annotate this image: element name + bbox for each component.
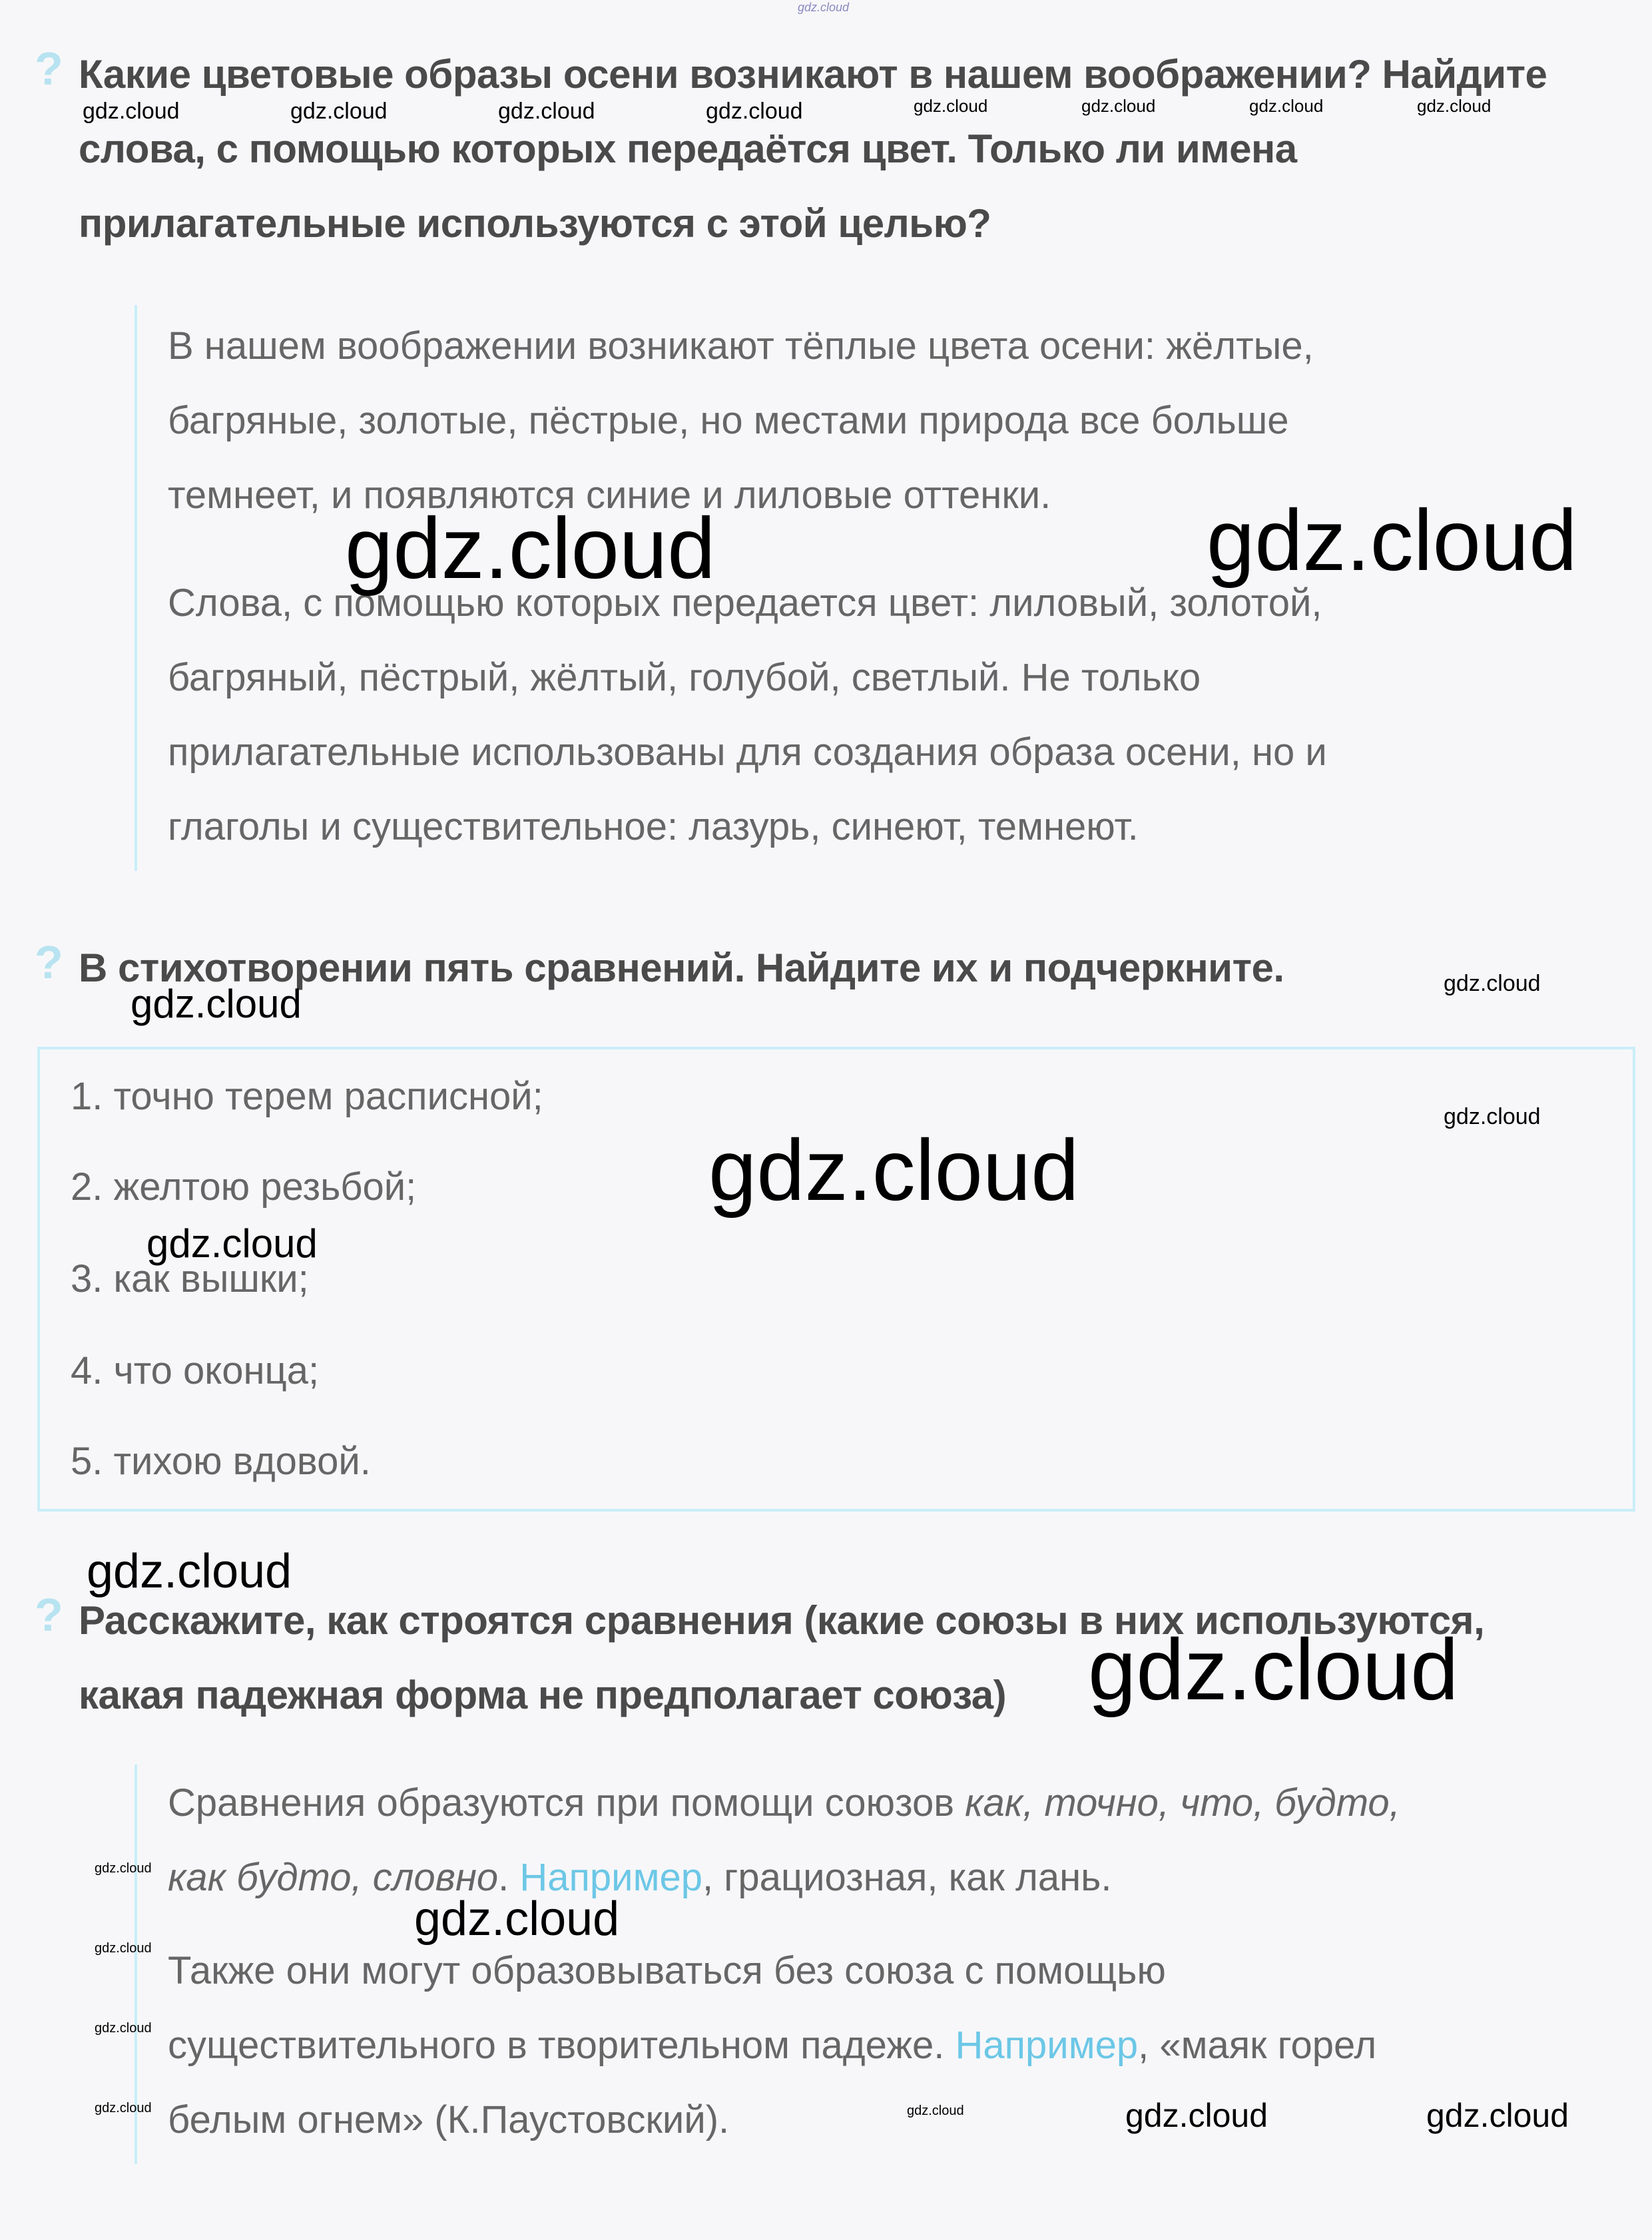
question-mark-icon: ?	[35, 1589, 63, 1641]
conjunctions-text: как будто, словно	[168, 1856, 499, 1899]
question-mark-icon: ?	[35, 936, 63, 988]
question-mark-icon: ?	[35, 43, 63, 95]
answer-3-text: , грациозная, как лань.	[702, 1856, 1112, 1899]
watermark: gdz.cloud	[345, 499, 716, 597]
watermark: gdz.cloud	[95, 1861, 152, 1876]
answer-3-line	[168, 1840, 1400, 1915]
answer-1-border	[135, 305, 137, 871]
question-3-line-2: какая падежная форма не предполагает союза)	[79, 1673, 1007, 1717]
question-3-line-1: Расскажите, как строятся сравнения (какие союзы в них используются,	[79, 1598, 1485, 1643]
answer-1-line: багряный, пёстрый, жёлтый, голубой, светлый. Не только	[168, 656, 1201, 699]
watermark: gdz.cloud	[95, 2021, 152, 2036]
watermark: gdz.cloud	[95, 1941, 152, 1956]
watermark: gdz.cloud	[1444, 1104, 1541, 1129]
watermark: gdz.cloud	[87, 1545, 292, 1598]
answer-1	[168, 309, 1327, 864]
answer-3-line: Также они могут образовываться без союза с помощью	[168, 1949, 1166, 1992]
watermark: gdz.cloud	[146, 1221, 318, 1266]
list-item: 3. как вышки;	[71, 1257, 309, 1300]
answer-3-text: .	[498, 1856, 520, 1899]
watermark: gdz.cloud	[95, 2101, 152, 2115]
answer-3-line: белым огнем» (К.Паустовский).	[168, 2098, 730, 2141]
watermark: gdz.cloud	[1125, 2097, 1268, 2134]
watermark: gdz.cloud	[1249, 96, 1324, 116]
watermark: gdz.cloud	[1417, 96, 1492, 116]
watermark: gdz.cloud	[1426, 2097, 1569, 2134]
watermark: gdz.cloud	[83, 99, 180, 124]
answer-3-text: , «маяк горел	[1138, 2024, 1377, 2067]
watermark: gdz.cloud	[706, 99, 803, 124]
answer-3-line	[168, 2008, 1400, 2083]
watermark: gdz.cloud	[1444, 971, 1541, 996]
comparisons-list	[37, 1047, 1635, 1512]
list-item: 5. тихою вдовой.	[71, 1440, 371, 1483]
answer-1-line: темнеет, и появляются синие и лиловые оттенки.	[168, 473, 1051, 517]
question-1-line-1: Какие цветовые образы осени возникают в нашем воображении? Найдите	[79, 52, 1547, 97]
question-1-line-2: слова, с помощью которых передаётся цвет. Только ли имена	[79, 127, 1297, 171]
question-2-line-1: В стихотворении пять сравнений. Найдите их и подчеркните.	[79, 946, 1284, 990]
watermark: gdz.cloud	[414, 1892, 620, 1946]
conjunctions-text: как, точно, что, будто,	[965, 1781, 1400, 1824]
answer-1-line: багряные, золотые, пёстрые, но местами природа все больше	[168, 399, 1289, 442]
watermark: gdz.cloud	[1207, 491, 1577, 589]
example-link[interactable]: Например	[519, 1856, 702, 1899]
answer-1-line: глаголы и существительное: лазурь, синеют, темнеют.	[168, 805, 1139, 848]
watermark: gdz.cloud	[708, 1121, 1079, 1219]
example-link[interactable]: Например	[955, 2024, 1139, 2067]
question-1-line-3: прилагательные используются с этой целью?	[79, 201, 991, 246]
watermark: gdz.cloud	[1088, 1621, 1459, 1718]
watermark: gdz.cloud	[907, 2103, 964, 2118]
answer-3-line	[168, 1766, 1400, 1840]
list-item: 4. что оконца;	[71, 1349, 320, 1392]
answer-1-line: Слова, с помощью которых передается цвет: лиловый, золотой,	[168, 581, 1322, 625]
watermark: gdz.cloud	[914, 96, 988, 116]
answer-3-text: существительного в творительном падеже.	[168, 2024, 956, 2067]
answer-1-line: прилагательные использованы для создания образа осени, но и	[168, 730, 1327, 774]
top-watermark: gdz.cloud	[798, 1, 850, 14]
list-item: 2. желтою резьбой;	[71, 1165, 417, 1209]
watermark: gdz.cloud	[290, 99, 388, 124]
answer-3-text: Сравнения образуются при помощи союзов	[168, 1781, 965, 1824]
list-item: 1. точно терем расписной;	[71, 1075, 543, 1118]
watermark: gdz.cloud	[1081, 96, 1156, 116]
watermark: gdz.cloud	[498, 99, 595, 124]
answer-1-line: В нашем воображении возникают тёплые цвета осени: жёлтые,	[168, 324, 1314, 368]
watermark: gdz.cloud	[131, 981, 302, 1026]
